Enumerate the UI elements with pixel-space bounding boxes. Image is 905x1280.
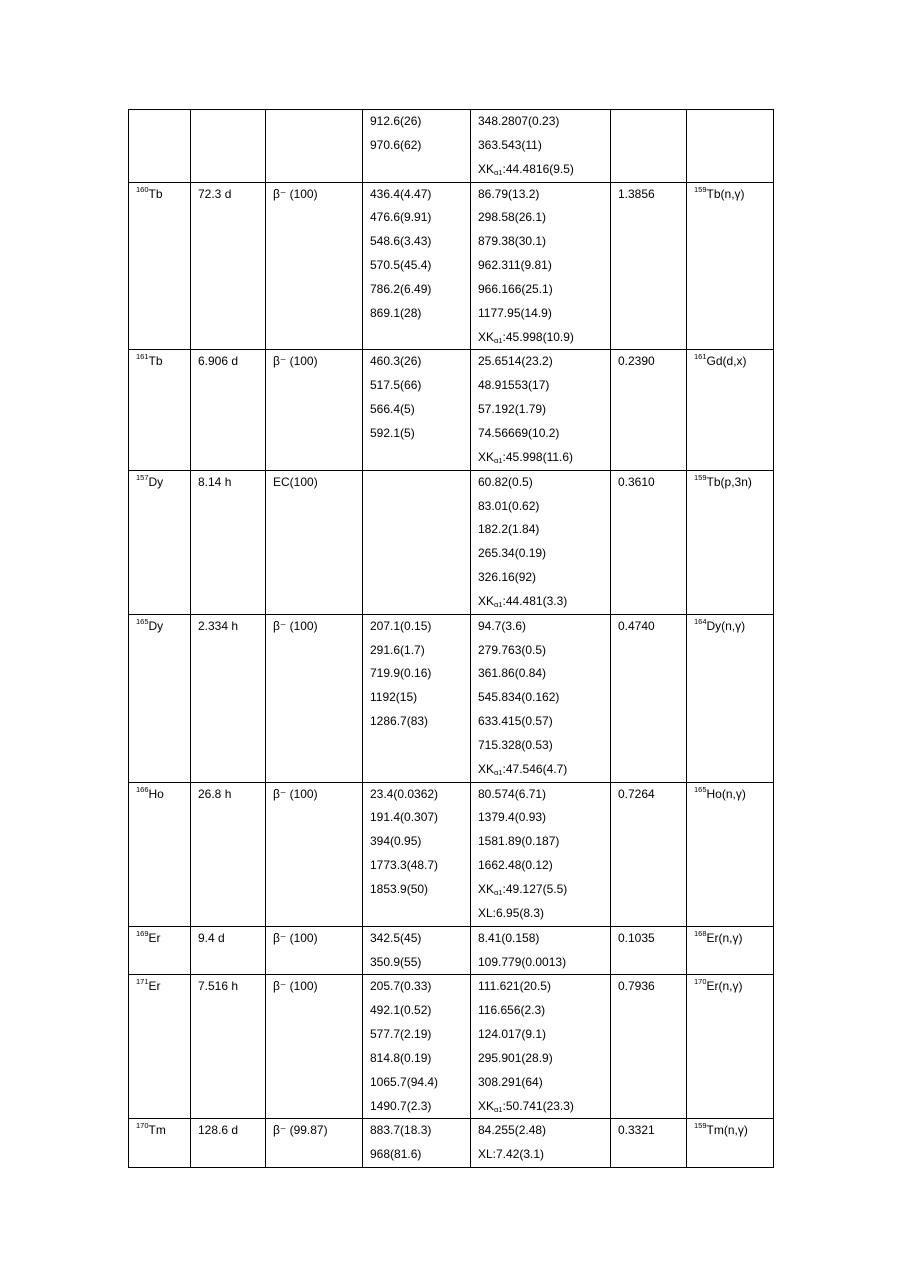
q-value-cell [611,975,687,1119]
gamma-lines-cell [471,470,611,614]
target-mass-number: 159 [694,472,707,482]
gamma-line: 60.82(0.5) [478,474,533,489]
xray-line [478,590,610,614]
half-life: 26.8 h [198,786,232,801]
q-value: 0.7264 [618,786,655,801]
gamma-line: 182.2(1.84) [478,522,540,537]
reaction-text: Er(n,γ) [706,930,743,945]
production-reaction [694,110,773,134]
decay-mode: β⁻ (99.87) [273,1123,328,1138]
half-life-cell [191,1119,266,1168]
element-symbol: Tb [148,354,163,369]
beta-energy: 1853.9(50) [370,882,429,896]
half-life-cell [191,782,266,926]
half-life: 72.3 d [198,186,232,201]
gamma-line: 57.192(1.79) [478,402,547,417]
production-cell [687,926,774,975]
table-row [129,926,774,975]
beta-energy: 970.6(62) [370,137,422,152]
table-row [129,975,774,1119]
gamma-line: 363.543(11) [478,137,542,152]
table-row [129,614,774,782]
beta-energies-cell [363,470,471,614]
gamma-line: 879.38(30.1) [478,234,547,249]
half-life: 128.6 d [198,1123,239,1138]
reaction-text: Tb(p,3n) [706,474,752,489]
gamma-line: 265.34(0.19) [478,546,547,561]
reaction-text: Er(n,γ) [706,979,743,994]
beta-energies-cell [363,926,471,975]
beta-energies-cell [363,182,471,350]
gamma-line: 962.311(9.81) [478,258,552,273]
beta-energy: 912.6(26) [370,114,422,128]
decay-mode-cell [266,614,363,782]
beta-energies-cell [363,614,471,782]
gamma-line: 361.86(0.84) [478,666,547,681]
nuclide-cell [129,614,191,782]
production-reaction [694,350,773,374]
gamma-line: 545.834(0.162) [478,690,560,705]
xray-value: :44.481(3.3) [502,593,568,608]
nuclide-label [136,350,190,374]
reaction-text: Gd(d,x) [706,354,747,369]
beta-energy: 548.6(3.43) [370,234,432,249]
beta-energy: 1286.7(83) [370,714,429,729]
mass-number: 165 [136,616,149,626]
target-mass-number: 170 [694,977,707,987]
beta-energy: 342.5(45) [370,930,422,945]
gamma-line: 83.01(0.62) [478,498,540,513]
nuclide-label [136,110,190,134]
gamma-lines-cell [471,614,611,782]
gamma-lines-cell [471,1119,611,1168]
q-value: 0.7936 [618,979,655,994]
beta-energy: 786.2(6.49) [370,281,432,296]
beta-energies-cell [363,110,471,183]
gamma-line: 25.6514(23.2) [478,354,553,369]
beta-energy: 517.5(66) [370,378,422,393]
gamma-lines-cell [471,110,611,183]
beta-energy: 1490.7(2.3) [370,1098,432,1113]
xray-line [478,878,610,902]
element-symbol: Dy [148,474,164,489]
beta-energy: 492.1(0.52) [370,1003,432,1018]
production-reaction [694,471,773,495]
xray-prefix: XK [478,1098,495,1113]
gamma-line: 124.017(9.1) [478,1027,547,1042]
decay-mode-cell [266,975,363,1119]
decay-mode-cell [266,470,363,614]
half-life-cell [191,182,266,350]
xray-subscript: α1 [494,888,503,897]
xray-value: :44.4816(9.5) [502,161,574,176]
nuclide-label [136,183,190,207]
nuclide-label [136,783,190,807]
reaction-text: Dy(n,γ) [706,618,746,633]
mass-number: 160 [136,184,149,194]
table-row [129,782,774,926]
half-life [198,110,265,134]
nuclide-cell [129,1119,191,1168]
nuclide-cell [129,926,191,975]
q-value-cell [611,614,687,782]
production-reaction [694,783,773,807]
decay-mode-cell [266,926,363,975]
decay-mode: β⁻ (100) [273,786,318,801]
q-value: 0.4740 [618,618,655,633]
table-row [129,470,774,614]
beta-energies-cell [363,1119,471,1168]
decay-mode-cell [266,350,363,470]
target-mass-number: 159 [694,184,707,194]
gamma-line: 295.901(28.9) [478,1050,553,1065]
xray-line [478,158,610,182]
beta-energy: 205.7(0.33) [370,979,432,994]
beta-energy: 476.6(9.91) [370,210,432,225]
reaction-text: Tm(n,γ) [706,1123,748,1138]
beta-energy: 436.4(4.47) [370,186,432,201]
beta-energy: 814.8(0.19) [370,1050,432,1065]
table-row [129,1119,774,1168]
beta-energy: 291.6(1.7) [370,642,425,657]
gamma-line: XL:7.42(3.1) [478,1147,545,1162]
beta-energies-cell [363,782,471,926]
q-value-cell [611,470,687,614]
gamma-line: 86.79(13.2) [478,186,540,201]
production-cell [687,110,774,183]
decay-mode-cell [266,782,363,926]
half-life-cell [191,470,266,614]
gamma-lines-cell [471,182,611,350]
production-cell [687,975,774,1119]
q-value-cell [611,1119,687,1168]
table-row [129,182,774,350]
gamma-line: 84.255(2.48) [478,1123,547,1138]
xray-prefix: XK [478,761,495,776]
production-reaction [694,927,773,951]
beta-energy: 592.1(5) [370,425,415,440]
reaction-text: Tb(n,γ) [706,186,745,201]
decay-mode: EC(100) [273,474,318,489]
half-life-cell [191,975,266,1119]
nuclide-cell [129,782,191,926]
mass-number: 157 [136,472,149,482]
target-mass-number: 161 [694,352,707,362]
gamma-line: 308.291(64) [478,1074,543,1089]
xray-subscript: α1 [494,167,503,177]
half-life: 6.906 d [198,354,239,369]
xray-subscript: α1 [494,767,503,777]
decay-mode [273,110,362,134]
gamma-line: 8.41(0.158) [478,930,540,945]
xray-prefix: XK [478,593,495,608]
gamma-line: 109.779(0.0013) [478,954,567,969]
beta-energy: 394(0.95) [370,834,422,849]
xray-prefix: XK [478,161,495,176]
mass-number: 171 [136,977,149,987]
table-body [129,110,774,1168]
nuclide-cell [129,110,191,183]
xray-value: :45.998(10.9) [502,329,574,344]
production-cell [687,350,774,470]
beta-energy: 1065.7(94.4) [370,1074,439,1089]
xray-prefix: XK [478,449,495,464]
nuclide-cell [129,975,191,1119]
production-reaction [694,615,773,639]
gamma-line: 94.7(3.6) [478,618,527,633]
q-value [618,110,686,134]
gamma-lines-cell [471,975,611,1119]
production-cell [687,614,774,782]
reaction-text: Ho(n,γ) [706,786,746,801]
element-symbol: Dy [148,618,164,633]
beta-energy: 968(81.6) [370,1147,422,1162]
half-life: 2.334 h [198,618,239,633]
gamma-line: 1581.89(0.187) [478,834,560,849]
table-row [129,110,774,183]
production-cell [687,1119,774,1168]
half-life: 9.4 d [198,930,225,945]
beta-energy: 566.4(5) [370,402,415,417]
q-value-cell [611,926,687,975]
mass-number: 170 [136,1121,149,1131]
beta-energies-cell [363,975,471,1119]
element-symbol: Tm [148,1123,166,1138]
table-row [129,350,774,470]
target-mass-number: 164 [694,616,707,626]
decay-mode-cell [266,182,363,350]
beta-energy: 207.1(0.15) [370,618,432,633]
target-mass-number: 165 [694,784,707,794]
gamma-line: 1177.95(14.9) [478,305,552,320]
xray-value: :47.546(4.7) [502,761,568,776]
gamma-line: 326.16(92) [478,570,537,585]
element-symbol: Tb [148,186,163,201]
xray-value: :45.998(11.6) [502,449,574,464]
mass-number: 166 [136,784,149,794]
xray-line [478,446,610,470]
production-cell [687,782,774,926]
mass-number: 161 [136,352,149,362]
gamma-line: 74.56669(10.2) [478,425,560,440]
half-life-cell [191,350,266,470]
decay-mode: β⁻ (100) [273,186,318,201]
production-reaction [694,183,773,207]
xray-line [478,326,610,350]
gamma-line: XL:6.95(8.3) [478,905,545,920]
half-life-cell [191,614,266,782]
decay-mode: β⁻ (100) [273,354,318,369]
q-value: 1.3856 [618,186,655,201]
beta-energy: 883.7(18.3) [370,1123,432,1138]
xray-line [478,1095,610,1119]
target-mass-number: 168 [694,928,707,938]
xray-prefix: XK [478,882,495,896]
beta-energy: 719.9(0.16) [370,666,432,681]
gamma-line: 715.328(0.53) [478,737,553,752]
gamma-lines-cell [471,350,611,470]
gamma-lines-cell [471,782,611,926]
beta-energy: 1192(15) [370,690,418,705]
half-life-cell [191,926,266,975]
xray-subscript: α1 [494,1104,503,1114]
beta-energy: 23.4(0.0362) [370,786,439,801]
q-value: 0.2390 [618,354,655,369]
production-cell [687,182,774,350]
nuclide-label [136,975,190,999]
gamma-line: 48.91553(17) [478,378,550,393]
decay-mode: β⁻ (100) [273,979,318,994]
beta-energy: 577.7(2.19) [370,1027,432,1042]
gamma-line: 966.166(25.1) [478,281,553,296]
gamma-line: 279.763(0.5) [478,642,547,657]
beta-energy: 570.5(45.4) [370,258,432,273]
production-reaction [694,975,773,999]
q-value: 0.3610 [618,474,655,489]
element-symbol: Er [148,979,161,994]
gamma-line: 1379.4(0.93) [478,810,547,825]
decay-mode-cell [266,1119,363,1168]
nuclide-label [136,615,190,639]
q-value: 0.3321 [618,1123,655,1138]
production-cell [687,470,774,614]
xray-value: :50.741(23.3) [502,1098,574,1113]
q-value-cell [611,110,687,183]
nuclide-label [136,927,190,951]
mass-number: 169 [136,928,149,938]
beta-energy: 191.4(0.307) [370,810,439,825]
half-life-cell [191,110,266,183]
decay-mode: β⁻ (100) [273,618,318,633]
q-value-cell [611,782,687,926]
xray-subscript: α1 [494,335,503,345]
target-mass-number: 159 [694,1121,707,1131]
nuclide-label [136,1119,190,1143]
gamma-line: 633.415(0.57) [478,714,553,729]
gamma-line: 116.656(2.3) [478,1003,546,1018]
gamma-line: 298.58(26.1) [478,210,547,225]
element-symbol: Er [148,930,161,945]
gamma-line: 1662.48(0.12) [478,858,553,873]
q-value-cell [611,182,687,350]
q-value: 0.1035 [618,930,655,945]
half-life: 8.14 h [198,474,232,489]
xray-subscript: α1 [494,599,503,609]
beta-energy: 350.9(55) [370,954,422,969]
beta-energies-cell [363,350,471,470]
q-value-cell [611,350,687,470]
beta-energy: 1773.3(48.7) [370,858,439,873]
beta-energy: 869.1(28) [370,305,422,320]
xray-value: :49.127(5.5) [502,882,568,896]
gamma-line: 111.621(20.5) [478,979,551,994]
nuclide-cell [129,182,191,350]
element-symbol: Ho [148,786,164,801]
xray-prefix: XK [478,329,495,344]
xray-line [478,758,610,782]
gamma-line: 348.2807(0.23) [478,114,560,128]
nuclide-cell [129,470,191,614]
decay-mode-cell [266,110,363,183]
production-reaction [694,1119,773,1143]
beta-energy: 460.3(26) [370,354,422,369]
decay-mode: β⁻ (100) [273,930,318,945]
nuclide-label [136,471,190,495]
xray-subscript: α1 [494,455,503,465]
gamma-line: 80.574(6.71) [478,786,547,801]
nuclide-data-table [128,109,774,1168]
half-life: 7.516 h [198,979,239,994]
gamma-lines-cell [471,926,611,975]
nuclide-cell [129,350,191,470]
